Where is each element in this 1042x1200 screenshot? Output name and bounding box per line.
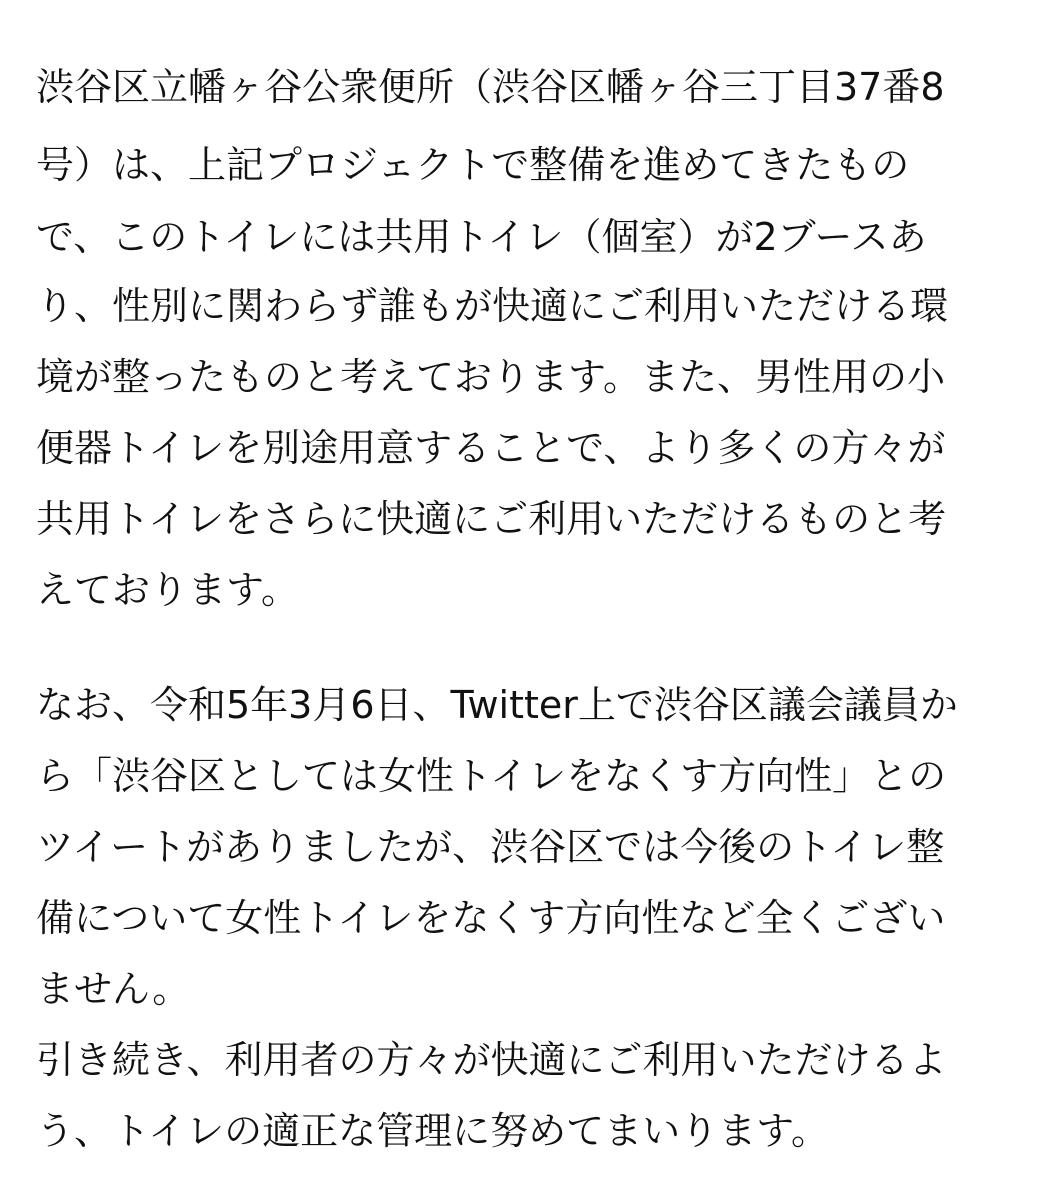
text-line: 引き続き、利用者の方々が快適にご利用いただけるよ <box>36 1038 947 1082</box>
text-line: で、このトイレには共用トイレ（個室）が2ブースあ <box>36 215 927 259</box>
text-line: なお、令和5年3月6日、Twitter上で渋谷区議会議員か <box>36 683 958 727</box>
text-line: えております。 <box>36 568 299 612</box>
text-line: う、トイレの適正な管理に努めてまいります。 <box>36 1109 830 1153</box>
text-line: ツイートがありましたが、渋谷区では今後のトイレ整 <box>36 825 945 869</box>
text-line: ら「渋谷区としては女性トイレをなくす方向性」との <box>36 754 947 798</box>
text-line: 共用トイレをさらに快適にご利用いただけるものと考 <box>36 497 947 541</box>
text-line: り、性別に関わらず誰もが快適にご利用いただける環 <box>36 284 949 328</box>
text-line: 便器トイレを別途用意することで、より多くの方々が <box>36 426 946 470</box>
text-line: 号）は、上記プロジェクトで整備を進めてきたもの <box>36 143 910 187</box>
text-line: 備について女性トイレをなくす方向性など全くござい <box>36 896 946 940</box>
text-line: 境が整ったものと考えております。また、男性用の小 <box>36 355 945 399</box>
text-line: ません。 <box>36 967 191 1011</box>
text-line: 渋谷区立幡ヶ谷公衆便所（渋谷区幡ヶ谷三丁目37番8 <box>36 65 945 109</box>
